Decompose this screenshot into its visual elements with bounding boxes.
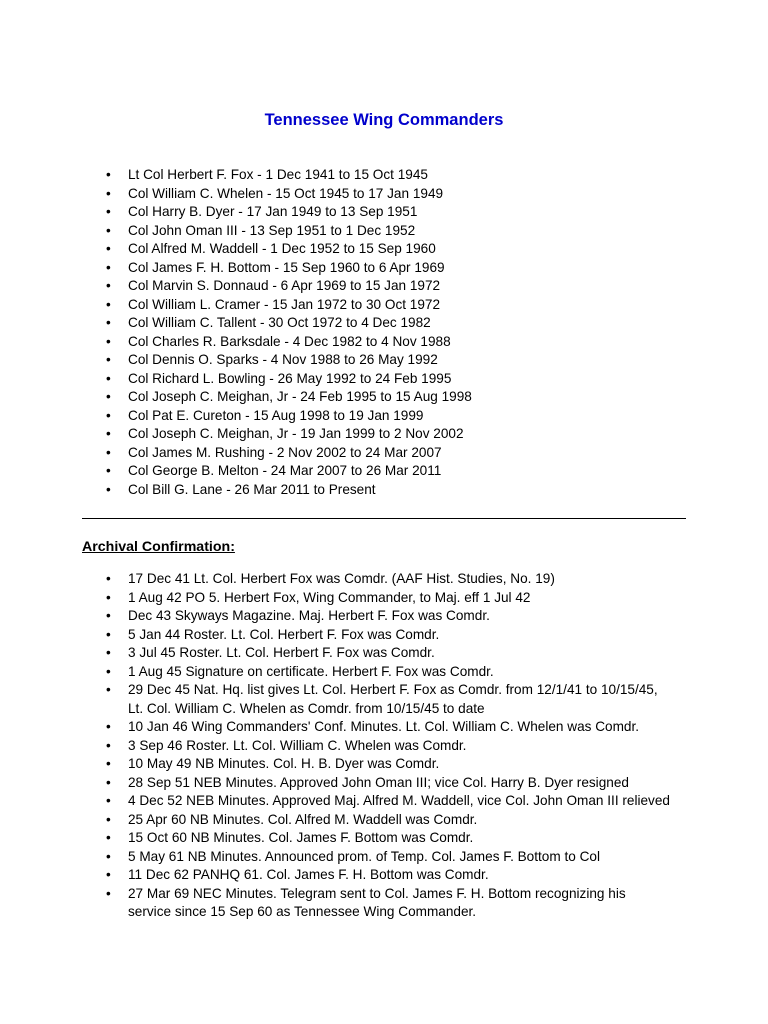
archival-item-line: • 27 Mar 69 NEC Minutes. Telegram sent to Col. James F. H. Bottom recognizing his: [128, 885, 626, 901]
archival-list: [0, 570, 700, 922]
commander-item: • Col John Oman III - 13 Sep 1951 to 1 Dec 1952: [0, 222, 700, 241]
page-title: Tennessee Wing Commanders: [264, 111, 504, 129]
commander-item: • Col Richard L. Bowling - 26 May 1992 to 24 Feb 1995: [0, 370, 700, 389]
archival-heading: Archival Confirmation:: [82, 539, 235, 555]
archival-item-line: • 25 Apr 60 NB Minutes. Col. Alfred M. Waddell was Comdr.: [128, 811, 478, 827]
archival-item-line: service since 15 Sep 60 as Tennessee Wing Commander.: [128, 904, 477, 919]
archival-item-line: • 10 Jan 46 Wing Commanders' Conf. Minutes. Lt. Col. William C. Whelen was Comdr.: [128, 719, 640, 734]
commander-item: • Col Dennis O. Sparks - 4 Nov 1988 to 26 May 1992: [0, 351, 700, 370]
archival-item-line: • 1 Aug 42 PO 5. Herbert Fox, Wing Commander, to Maj. eff 1 Jul 42: [128, 589, 531, 605]
commander-item: • Col Joseph C. Meighan, Jr - 19 Jan 1999 to 2 Nov 2002: [0, 425, 700, 444]
archival-item: [0, 792, 700, 811]
commander-item: • Col William C. Whelen - 15 Oct 1945 to 17 Jan 1949: [0, 185, 700, 204]
archival-item: [0, 885, 700, 922]
archival-item-line: • 28 Sep 51 NEB Minutes. Approved John Oman III; vice Col. Harry B. Dyer resigned: [128, 774, 629, 790]
archival-item: [0, 626, 700, 645]
archival-item-line: • 4 Dec 52 NEB Minutes. Approved Maj. Alfred M. Waddell, vice Col. John Oman III relieved: [128, 793, 670, 808]
commander-item: • Col William L. Cramer - 15 Jan 1972 to 30 Oct 1972: [0, 296, 700, 315]
commander-item: • Col William C. Tallent - 30 Oct 1972 to 4 Dec 1982: [0, 314, 700, 333]
archival-item-line: • Dec 43 Skyways Magazine. Maj. Herbert F. Fox was Comdr.: [128, 608, 490, 623]
archival-item-line: • 5 May 61 NB Minutes. Announced prom. of Temp. Col. James F. Bottom to Col: [128, 848, 600, 864]
archival-item-line: • 3 Sep 46 Roster. Lt. Col. William C. Whelen was Comdr.: [128, 737, 467, 753]
archival-item: [0, 681, 700, 718]
commander-item: • Col Joseph C. Meighan, Jr - 24 Feb 1995 to 15 Aug 1998: [0, 388, 700, 407]
archival-item-line: • 5 Jan 44 Roster. Lt. Col. Herbert F. Fox was Comdr.: [128, 626, 440, 642]
archival-item: [0, 589, 700, 608]
archival-item-line: • 17 Dec 41 Lt. Col. Herbert Fox was Comdr. (AAF Hist. Studies, No. 19): [128, 571, 555, 586]
archival-item: [0, 774, 700, 793]
archival-item: [0, 737, 700, 756]
commander-item: • Lt Col Herbert F. Fox - 1 Dec 1941 to 15 Oct 1945: [0, 166, 700, 185]
archival-item-line: • 29 Dec 45 Nat. Hq. list gives Lt. Col. Herbert F. Fox as Comdr. from 12/1/41 to 10/15/45,: [128, 682, 658, 697]
archival-item-line: • 11 Dec 62 PANHQ 61. Col. James F. H. Bottom was Comdr.: [128, 867, 489, 882]
archival-item: [0, 570, 700, 589]
archival-item: [0, 848, 700, 867]
commanders-list: [0, 166, 700, 499]
commander-item: • Col Harry B. Dyer - 17 Jan 1949 to 13 Sep 1951: [0, 203, 700, 222]
archival-item-line: • 1 Aug 45 Signature on certificate. Herbert F. Fox was Comdr.: [128, 663, 494, 679]
archival-item: [0, 644, 700, 663]
archival-item: [0, 607, 700, 626]
archival-item: [0, 718, 700, 737]
archival-item: [0, 866, 700, 885]
archival-item-line: • 10 May 49 NB Minutes. Col. H. B. Dyer was Comdr.: [128, 756, 440, 771]
commander-item: • Col George B. Melton - 24 Mar 2007 to 26 Mar 2011: [0, 462, 700, 481]
archival-item-line: • 15 Oct 60 NB Minutes. Col. James F. Bottom was Comdr.: [128, 830, 474, 845]
commander-item: • Col Bill G. Lane - 26 Mar 2011 to Present: [0, 481, 700, 500]
commander-item: • Col Marvin S. Donnaud - 6 Apr 1969 to 15 Jan 1972: [0, 277, 700, 296]
commander-item: • Col Pat E. Cureton - 15 Aug 1998 to 19 Jan 1999: [0, 407, 700, 426]
archival-item-line: Lt. Col. William C. Whelen as Comdr. from 10/15/45 to date: [128, 700, 485, 716]
archival-item: [0, 829, 700, 848]
commander-item: • Col James M. Rushing - 2 Nov 2002 to 24 Mar 2007: [0, 444, 700, 463]
archival-item: [0, 663, 700, 682]
horizontal-divider: [82, 518, 686, 519]
commander-item: • Col Alfred M. Waddell - 1 Dec 1952 to 15 Sep 1960: [0, 240, 700, 259]
archival-item: [0, 755, 700, 774]
archival-item-line: • 3 Jul 45 Roster. Lt. Col. Herbert F. Fox was Comdr.: [128, 645, 435, 660]
archival-item: [0, 811, 700, 830]
commander-item: • Col Charles R. Barksdale - 4 Dec 1982 to 4 Nov 1988: [0, 333, 700, 352]
commander-item: • Col James F. H. Bottom - 15 Sep 1960 to 6 Apr 1969: [0, 259, 700, 278]
